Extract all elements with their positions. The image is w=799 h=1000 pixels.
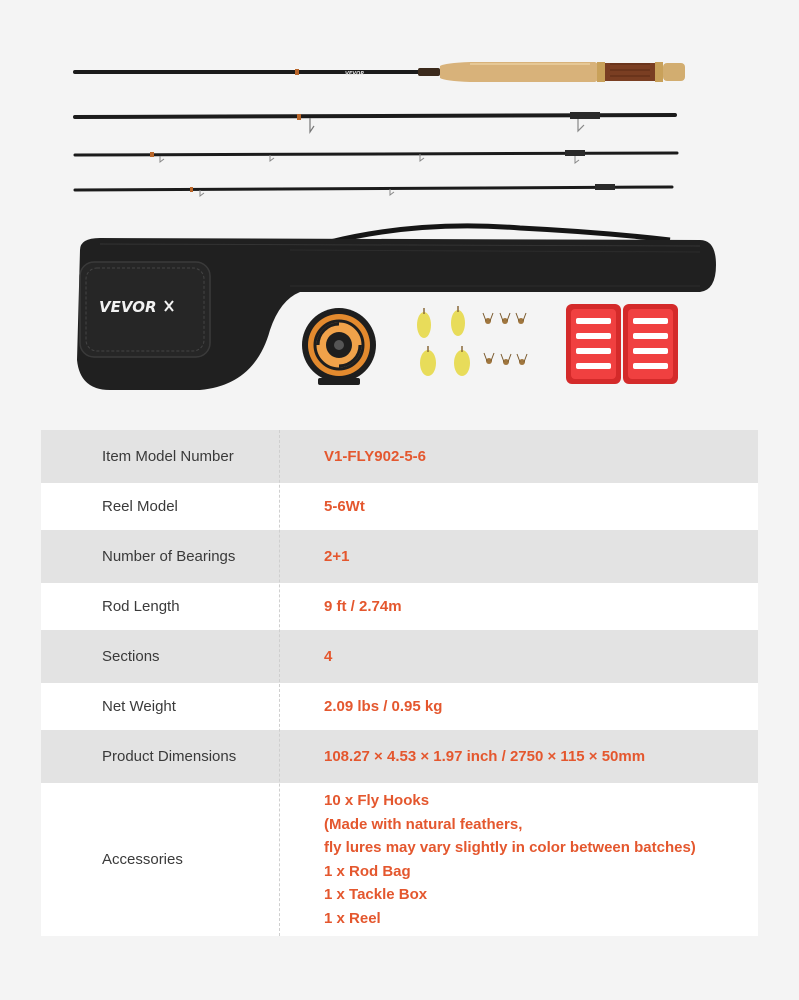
spec-label: Sections [102, 648, 160, 665]
rod-section-tip [75, 184, 672, 196]
spec-table [41, 430, 758, 936]
fly-reel [302, 308, 376, 385]
fly-hooks [417, 306, 527, 376]
bag-logo: VEVOR [99, 298, 157, 316]
product-image [0, 0, 799, 425]
spec-label: Reel Model [102, 498, 178, 515]
spec-value: V1-FLY902-5-6 [324, 448, 426, 465]
spec-row-reel-model [41, 483, 758, 530]
rod-section-2 [75, 112, 675, 132]
accessory-line: fly lures may vary slightly in color between batches) [324, 839, 696, 856]
spec-row-sections [41, 630, 758, 683]
spec-label: Rod Length [102, 598, 180, 615]
accessory-line: 1 x Tackle Box [324, 886, 428, 903]
spec-label: Number of Bearings [102, 548, 236, 565]
spec-row-net-weight [41, 683, 758, 730]
spec-row-dimensions [41, 730, 758, 783]
spec-label: Net Weight [102, 698, 176, 715]
spec-label: Item Model Number [102, 448, 234, 465]
spec-row-accessories [41, 783, 758, 936]
spec-row-rod-length [41, 583, 758, 630]
spec-label: Product Dimensions [102, 748, 237, 765]
spec-value: 2+1 [324, 548, 350, 565]
tackle-box [566, 304, 678, 384]
accessory-line: 10 x Fly Hooks [324, 792, 430, 809]
column-divider [279, 430, 280, 936]
spec-value: 4 [324, 648, 333, 665]
accessory-line: (Made with natural feathers, [324, 815, 523, 833]
rod-section-3 [75, 150, 677, 163]
rod-print: VEVOR [345, 71, 365, 77]
accessories-list [281, 789, 696, 930]
spec-value: 9 ft / 2.74m [324, 598, 402, 615]
spec-row-bearings [41, 530, 758, 583]
accessory-line: 1 x Rod Bag [324, 862, 411, 880]
spec-row-model-number [41, 430, 758, 483]
accessory-line: 1 x Reel [324, 909, 381, 927]
spec-value: 2.09 lbs / 0.95 kg [324, 698, 443, 715]
rod-section-butt [75, 62, 685, 82]
spec-value: 108.27 × 4.53 × 1.97 inch / 2750 × 115 × 50mm [324, 748, 646, 765]
spec-label: Accessories [102, 851, 183, 868]
spec-value: 5-6Wt [324, 498, 365, 515]
